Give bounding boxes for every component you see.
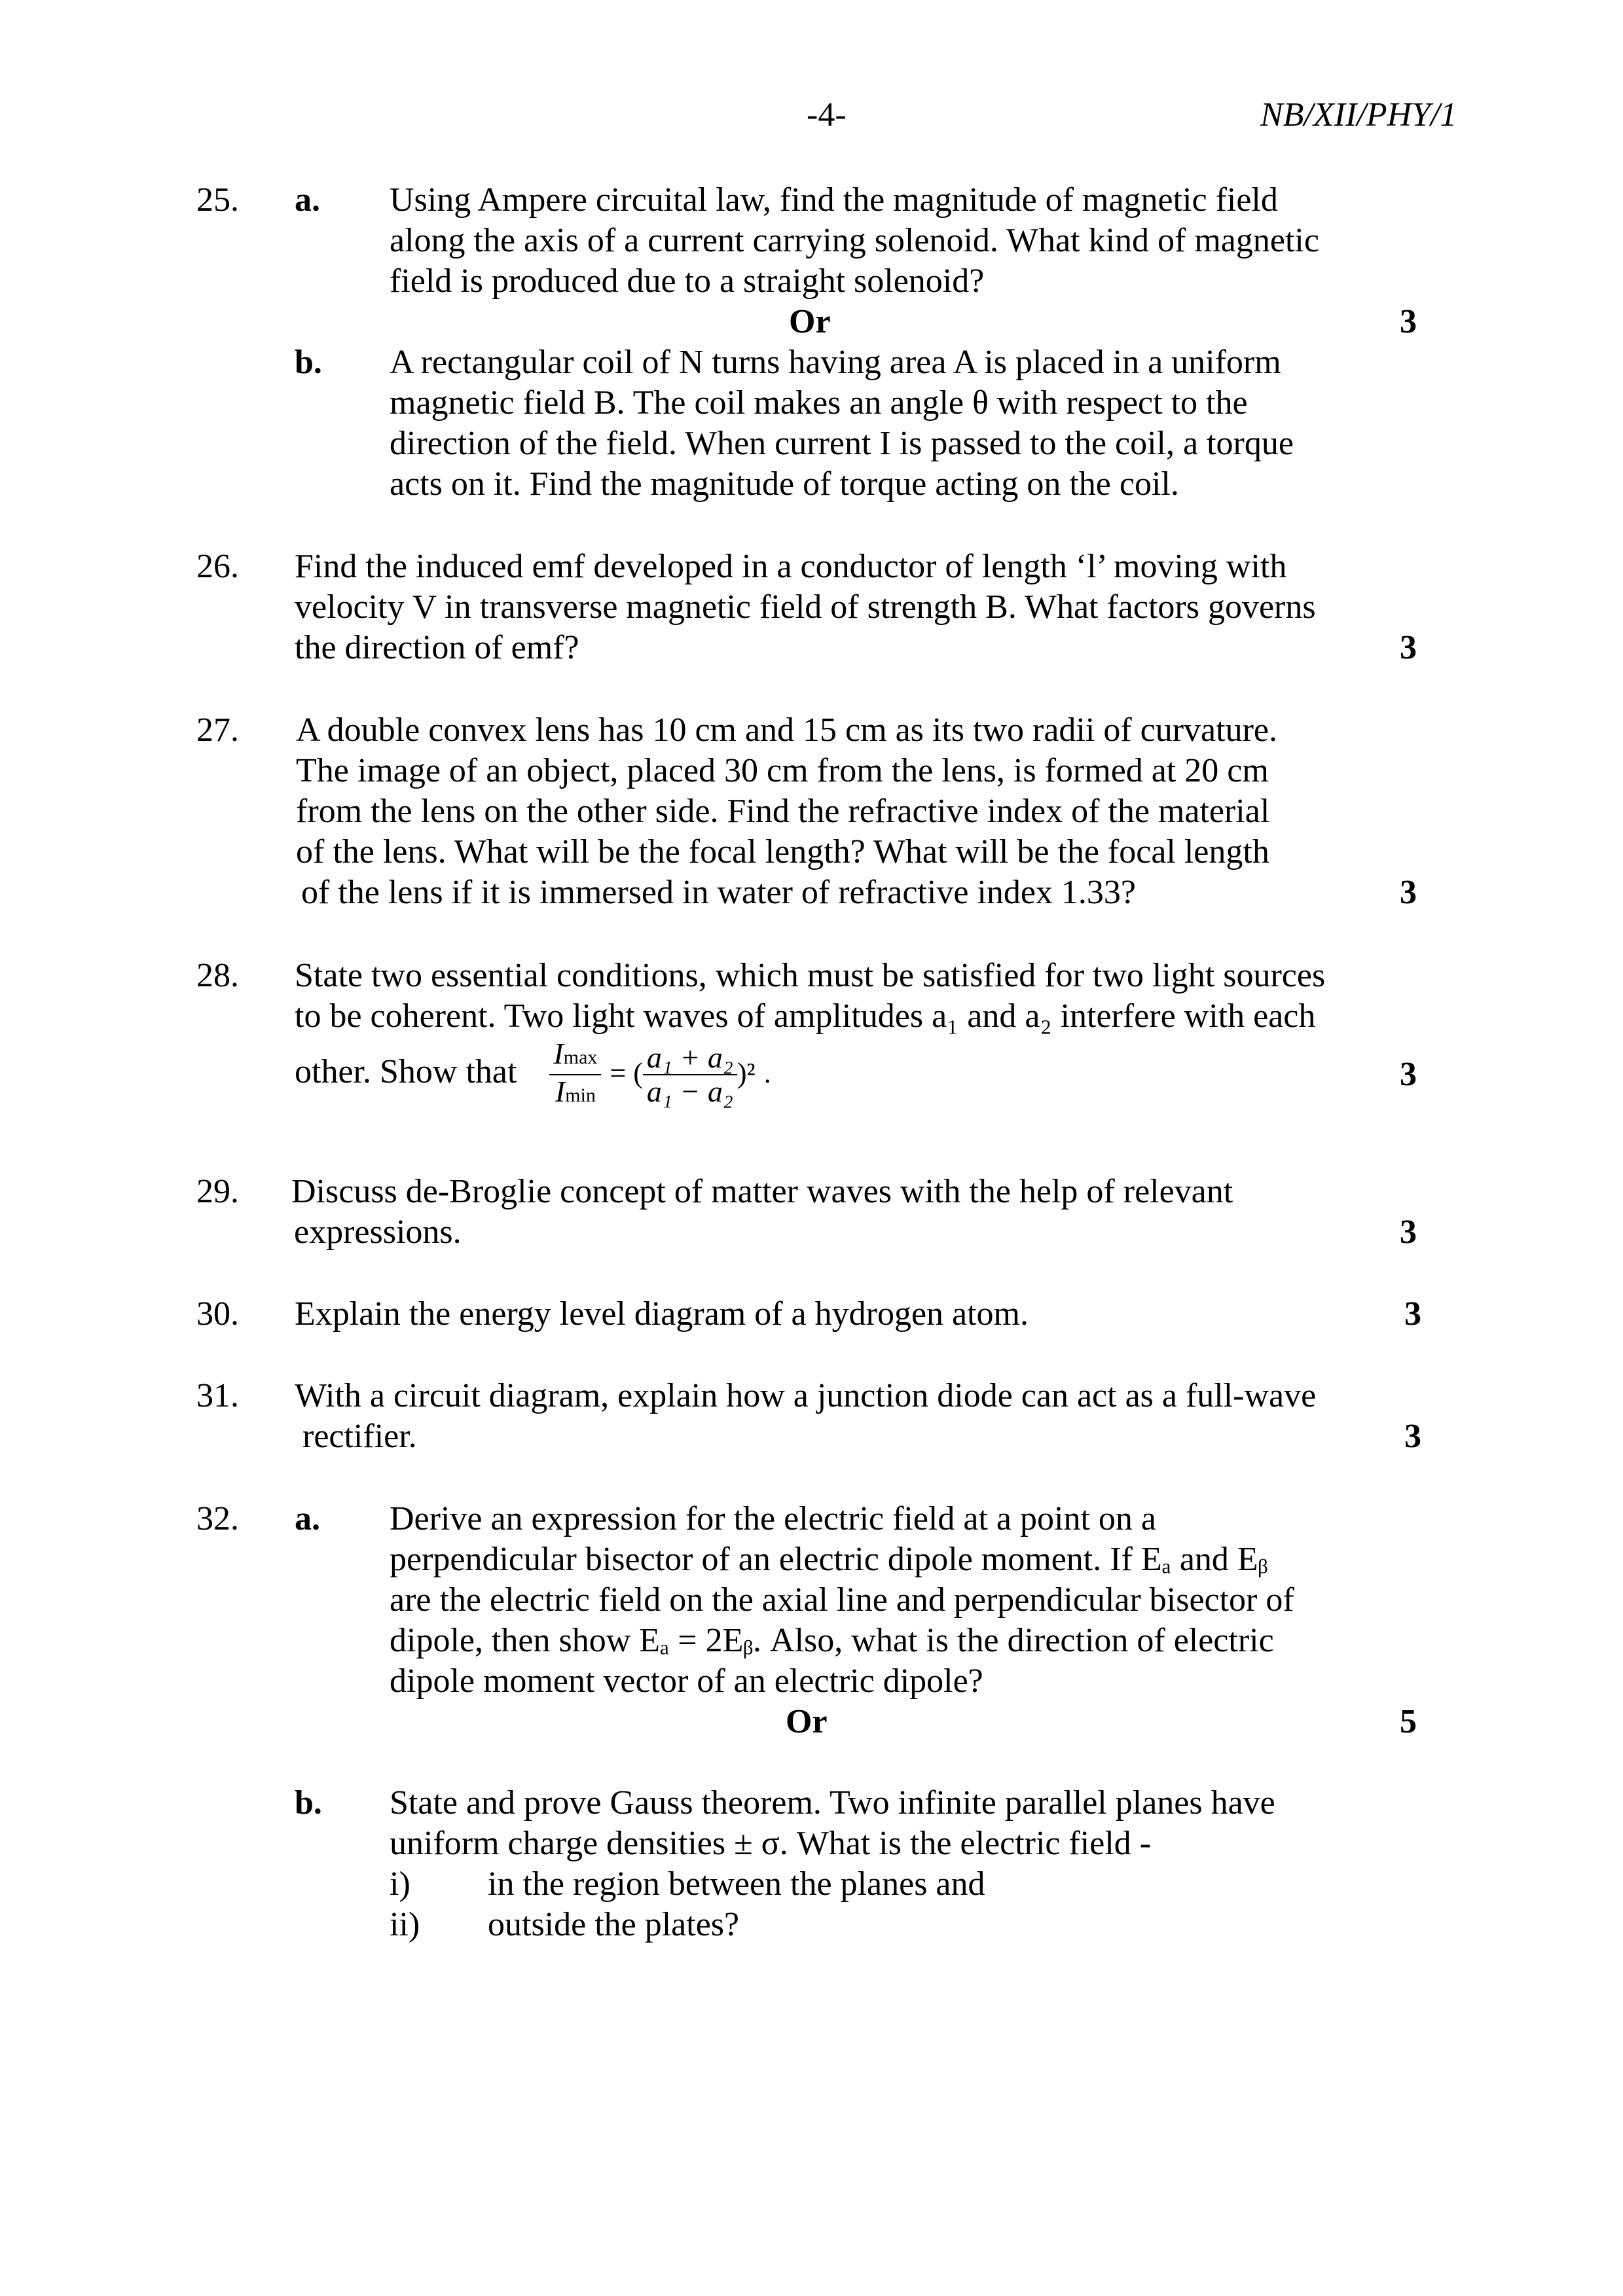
- i-max-symbol: I: [553, 1037, 564, 1070]
- question-text: [295, 1294, 1029, 1335]
- text-line: Explain the energy level diagram of a hydrogen atom.: [295, 1295, 1029, 1333]
- question-text: [295, 956, 1325, 1037]
- text-line: Find the induced emf developed in a conductor of length ‘l’ moving with: [295, 548, 1287, 585]
- question-text: [295, 1376, 1316, 1457]
- text-line: dipole moment vector of an electric dipole?: [390, 1662, 983, 1700]
- intensity-ratio: [549, 1037, 601, 1112]
- part-label: a.: [295, 1500, 320, 1537]
- text-line: along the axis of a current carrying solenoid. What kind of magnetic: [390, 222, 1319, 259]
- question-number: 29.: [196, 1173, 239, 1210]
- subitem-label: i): [390, 1865, 410, 1903]
- part-text: [390, 342, 1294, 505]
- text-line: State two essential conditions, which must be satisfied for two light sources: [295, 957, 1326, 994]
- text-line: perpendicular bisector of an electric dipole moment. If Eₐ and Eᵦ: [390, 1541, 1268, 1578]
- amplitude-ratio: [643, 1041, 737, 1108]
- text-line: A double convex lens has 10 cm and 15 cm as its two radii of curvature.: [296, 711, 1277, 749]
- text-line: rectifier.: [302, 1418, 417, 1455]
- text-line: dipole, then show Eₐ = 2Eᵦ. Also, what is the direction of electric: [390, 1622, 1274, 1659]
- or-separator: Or: [789, 303, 831, 340]
- question-number: 30.: [196, 1295, 239, 1333]
- part-text: [390, 1783, 1275, 1864]
- text-line: The image of an object, placed 30 cm from the lens, is formed at 20 cm: [296, 752, 1269, 789]
- text-line: acts on it. Find the magnitude of torque acting on the coil.: [390, 465, 1179, 503]
- formula-line: [295, 1037, 771, 1112]
- i-min-subscript: min: [565, 1085, 596, 1106]
- i-max-subscript: max: [563, 1047, 598, 1068]
- page-number: -4-: [807, 96, 847, 134]
- denominator: a₁ − a₂: [646, 1075, 733, 1108]
- equals-sign: = (: [610, 1056, 643, 1089]
- marks: 3: [1404, 1295, 1421, 1333]
- question-text: [295, 547, 1316, 668]
- question-text: [296, 710, 1277, 913]
- full-stop: .: [763, 1056, 771, 1089]
- text-line: Derive an expression for the electric field at a point on a: [390, 1500, 1156, 1537]
- text-line: of the lens if it is immersed in water of refractive index 1.33?: [301, 874, 1137, 911]
- text-line: uniform charge densities ± σ. What is the electric field -: [390, 1825, 1152, 1862]
- marks: 3: [1400, 874, 1417, 911]
- part-text: [390, 180, 1319, 302]
- question-text: [291, 1172, 1233, 1253]
- paper-code: NB/XII/PHY/1: [1260, 96, 1457, 134]
- marks: 3: [1400, 629, 1417, 666]
- text-line: of the lens. What will be the focal length? What will be the focal length: [296, 833, 1269, 870]
- text-line: With a circuit diagram, explain how a junction diode can act as a full-wave: [295, 1377, 1317, 1414]
- marks: 3: [1400, 1056, 1417, 1093]
- question-number: 26.: [196, 548, 239, 585]
- marks: 3: [1400, 1213, 1417, 1251]
- i-min-symbol: I: [555, 1075, 566, 1108]
- part-label: b.: [295, 1784, 322, 1821]
- marks: 3: [1400, 303, 1417, 340]
- text-line: from the lens on the other side. Find the refractive index of the material: [296, 793, 1270, 830]
- question-number: 28.: [196, 957, 239, 994]
- text-line: State and prove Gauss theorem. Two infinite parallel planes have: [390, 1784, 1275, 1821]
- question-number: 32.: [196, 1500, 239, 1537]
- square-closing: )²: [737, 1056, 756, 1089]
- subitem-label: ii): [390, 1906, 420, 1943]
- part-label: a.: [295, 181, 320, 219]
- question-number: 27.: [196, 711, 239, 749]
- text-line: velocity V in transverse magnetic field of strength B. What factors governs: [295, 588, 1316, 626]
- numerator: a₁ + a₂: [643, 1041, 737, 1075]
- part-text: [390, 1499, 1294, 1702]
- marks: 5: [1400, 1703, 1417, 1740]
- text-line: direction of the field. When current I is passed to the coil, a torque: [390, 425, 1294, 462]
- question-number: 25.: [196, 181, 239, 219]
- text-line: are the electric field on the axial line and perpendicular bisector of: [390, 1581, 1294, 1619]
- text-line: to be coherent. Two light waves of amplitudes a₁ and a₂ interfere with each: [295, 997, 1316, 1035]
- part-label: b.: [295, 344, 322, 381]
- or-separator: Or: [786, 1703, 828, 1740]
- text-line: expressions.: [294, 1213, 462, 1251]
- subitem-text: in the region between the planes and: [488, 1865, 985, 1903]
- text-line: field is produced due to a straight solenoid?: [390, 262, 985, 300]
- subitem-text: outside the plates?: [488, 1906, 740, 1943]
- text-line: the direction of emf?: [295, 629, 579, 666]
- text-line: Discuss de-Broglie concept of matter waves with the help of relevant: [291, 1173, 1233, 1210]
- text-line: other. Show that: [295, 1052, 517, 1090]
- question-number: 31.: [196, 1377, 239, 1414]
- marks: 3: [1404, 1418, 1421, 1455]
- text-line: A rectangular coil of N turns having area A is placed in a uniform: [390, 344, 1281, 381]
- text-line: magnetic field B. The coil makes an angle θ with respect to the: [390, 384, 1248, 422]
- text-line: Using Ampere circuital law, find the magnitude of magnetic field: [390, 181, 1278, 219]
